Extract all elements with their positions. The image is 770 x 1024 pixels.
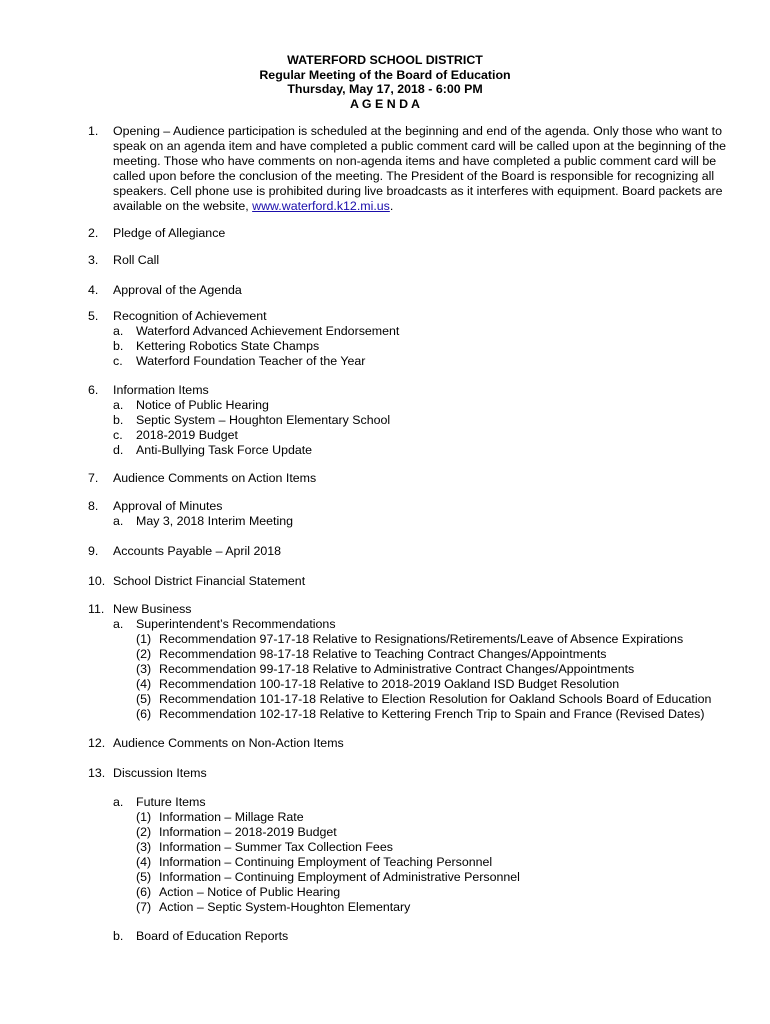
item-label: Information Items xyxy=(113,383,209,397)
meeting-datetime: Thursday, May 17, 2018 - 6:00 PM xyxy=(287,82,483,96)
sub-letter: a. xyxy=(113,324,124,338)
meeting-title: Regular Meeting of the Board of Education xyxy=(259,67,511,82)
sub-item: Future Items xyxy=(136,795,206,809)
future-item: Information – Millage Rate xyxy=(159,810,304,824)
sub-item: Anti-Bullying Task Force Update xyxy=(136,443,313,457)
sub-letter: d. xyxy=(113,443,124,457)
future-item: Information – 2018-2019 Budget xyxy=(159,825,337,839)
recommendation: Recommendation 102-17-18 Relative to Kettering French Trip to Spain and France (Revised Dates) xyxy=(159,707,705,721)
sub-item: Superintendent’s Recommendations xyxy=(136,617,336,631)
future-number: (1) xyxy=(136,810,152,824)
item-number: 13. xyxy=(88,766,106,780)
future-number: (5) xyxy=(136,870,152,884)
sub-item: Kettering Robotics State Champs xyxy=(136,339,320,353)
item1-line-5: speakers. Cell phone use is prohibited during live broadcasts as it interferes with equipment. Board packets are xyxy=(113,184,723,198)
sub-letter: c. xyxy=(113,428,123,442)
sub-letter: b. xyxy=(113,339,124,353)
item-number: 8. xyxy=(88,499,99,513)
item-number: 9. xyxy=(88,544,99,558)
sub-letter: a. xyxy=(113,398,124,412)
future-number: (6) xyxy=(136,885,152,899)
item-label: New Business xyxy=(113,602,192,616)
item-label: Roll Call xyxy=(113,253,160,267)
item-number: 1. xyxy=(88,124,99,138)
recommendation: Recommendation 98-17-18 Relative to Teaching Contract Changes/Appointments xyxy=(159,647,607,661)
future-number: (7) xyxy=(136,900,152,914)
sub-letter: a. xyxy=(113,617,124,631)
agenda-header xyxy=(0,53,770,111)
item1-line-1: Opening – Audience participation is scheduled at the beginning and end of the agenda. Only those who want to xyxy=(113,124,722,138)
sub-item: Board of Education Reports xyxy=(136,929,289,943)
future-item: Action – Notice of Public Hearing xyxy=(159,885,341,899)
future-number: (4) xyxy=(136,855,152,869)
future-number: (3) xyxy=(136,840,152,854)
item-label: Approval of the Agenda xyxy=(113,283,242,297)
sub-letter: b. xyxy=(113,413,124,427)
item1-last-suffix: . xyxy=(389,199,394,213)
rec-number: (4) xyxy=(136,677,152,691)
item-number: 4. xyxy=(88,283,99,297)
rec-number: (3) xyxy=(136,662,152,676)
item-label: Discussion Items xyxy=(113,766,207,780)
future-item: Action – Septic System-Houghton Elementary xyxy=(159,900,411,914)
sub-letter: c. xyxy=(113,354,123,368)
item-label: Accounts Payable – April 2018 xyxy=(113,544,282,558)
website-link[interactable]: www.waterford.k12.mi.us xyxy=(252,199,390,213)
item-label: Audience Comments on Action Items xyxy=(113,471,317,485)
future-item: Information – Continuing Employment of Administrative Personnel xyxy=(159,870,520,884)
item-label: Recognition of Achievement xyxy=(113,309,267,323)
rec-number: (6) xyxy=(136,707,152,721)
sub-item: May 3, 2018 Interim Meeting xyxy=(136,514,294,528)
future-number: (2) xyxy=(136,825,152,839)
item-label: Approval of Minutes xyxy=(113,499,223,513)
item-number: 12. xyxy=(88,736,106,750)
recommendation: Recommendation 99-17-18 Relative to Administrative Contract Changes/Appointments xyxy=(159,662,635,676)
recommendation: Recommendation 97-17-18 Relative to Resignations/Retirements/Leave of Absence Expirations xyxy=(159,632,684,646)
item-label: Pledge of Allegiance xyxy=(113,226,226,240)
sub-item: Waterford Foundation Teacher of the Year xyxy=(136,354,366,368)
district-title: WATERFORD SCHOOL DISTRICT xyxy=(287,53,483,67)
sub-item: Waterford Advanced Achievement Endorsement xyxy=(136,324,400,338)
agenda-title: A G E N D A xyxy=(350,96,420,111)
sub-letter: a. xyxy=(113,795,124,809)
item1-line-2: speak on an agenda item and have completed a public comment card will be called upon at the beginning of the xyxy=(113,139,727,153)
item1-line-4: called upon before the conclusion of the meeting. The President of the Board is responsible for recognizing all xyxy=(113,169,715,183)
sub-letter: b. xyxy=(113,929,124,943)
rec-number: (5) xyxy=(136,692,152,706)
rec-number: (1) xyxy=(136,632,152,646)
item-number: 10. xyxy=(88,574,106,588)
item1-last-prefix: available on the website, xyxy=(113,199,253,213)
future-item: Information – Summer Tax Collection Fees xyxy=(159,840,393,854)
recommendation: Recommendation 101-17-18 Relative to Election Resolution for Oakland Schools Board of Education xyxy=(159,692,712,706)
rec-number: (2) xyxy=(136,647,152,661)
item1-line-6 xyxy=(113,199,393,214)
recommendation: Recommendation 100-17-18 Relative to 2018-2019 Oakland ISD Budget Resolution xyxy=(159,677,620,691)
item-number: 2. xyxy=(88,226,99,240)
item-number: 11. xyxy=(88,602,105,616)
sub-item: Septic System – Houghton Elementary School xyxy=(136,413,391,427)
sub-item: 2018-2019 Budget xyxy=(136,428,238,442)
item-number: 5. xyxy=(88,309,99,323)
item-number: 3. xyxy=(88,253,99,267)
item-number: 6. xyxy=(88,383,99,397)
item-label: Audience Comments on Non-Action Items xyxy=(113,736,344,750)
item-number: 7. xyxy=(88,471,99,485)
item-label: School District Financial Statement xyxy=(113,574,306,588)
future-item: Information – Continuing Employment of Teaching Personnel xyxy=(159,855,493,869)
item1-line-3: meeting. Those who have comments on non-agenda items and have completed a public comment card will be xyxy=(113,154,717,168)
sub-letter: a. xyxy=(113,514,124,528)
sub-item: Notice of Public Hearing xyxy=(136,398,269,412)
